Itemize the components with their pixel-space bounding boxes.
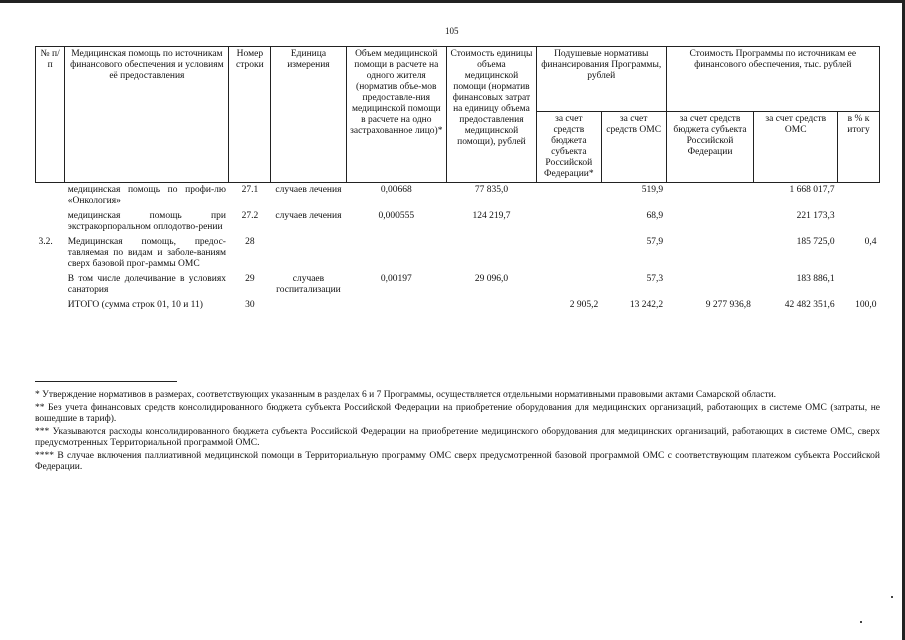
cell-pct: 0,4 — [864, 237, 877, 247]
cell-pct: 100,0 — [855, 300, 877, 310]
cell-cost: 124 219,7 — [472, 211, 511, 221]
header-volume: Объем медицинской помощи в расчете на одного жителя (норматив объе-мов предоставле-ния медицинской помощи в расчете на одно застрахованное лицо)* — [346, 47, 446, 183]
cell-unit: случаев госпитализации — [276, 274, 341, 295]
footnote-4: **** В случае включения паллиативной медицинской помощи в Территориальную программу ОМС сверх предусмотренной базовой программой ОМС с соответствующим платежом субъекта Российской Федерации. — [35, 450, 880, 472]
header-program-oms: за счет средств ОМС — [754, 112, 838, 183]
table-row — [36, 183, 880, 210]
cell-unit: случаев лечения — [275, 185, 342, 195]
cell-cost — [446, 298, 536, 313]
cell-pc-budget — [536, 183, 601, 210]
cell-volume — [346, 235, 446, 272]
cell-pr-budget — [666, 183, 754, 210]
cell-volume: 0,00197 — [380, 274, 412, 284]
cell-num — [36, 183, 65, 210]
cell-cost — [446, 235, 536, 272]
footnote-1: * Утверждение нормативов в размерах, соответствующих указанным в разделах 6 и 7 Программы, осуществляется отдельными нормативными правовыми актами Самарской области. — [35, 390, 777, 400]
table-row-total — [36, 298, 880, 313]
cell-num — [36, 272, 65, 298]
header-program-pct: в % к итогу — [838, 112, 880, 183]
cell-name: В том числе долечивание в условиях санатория — [67, 274, 226, 295]
cell-pc-oms: 13 242,2 — [629, 300, 664, 310]
table-header-row — [36, 47, 880, 112]
cell-unit — [271, 298, 346, 313]
scan-speck — [860, 621, 862, 623]
cell-pc-oms: 519,9 — [641, 185, 664, 195]
cell-pr-budget: 9 277 936,8 — [705, 300, 751, 310]
cell-pc-budget — [536, 209, 601, 235]
header-row-number: Номер строки — [229, 47, 271, 183]
cell-name: медицинская помощь при экстракорпоральном оплодотво-рении — [67, 211, 226, 232]
cell-volume: 0,000555 — [378, 211, 415, 221]
cell-unit — [271, 235, 346, 272]
cell-pr-budget — [666, 235, 754, 272]
cell-row-number: 30 — [245, 300, 255, 310]
cell-volume: 0,00668 — [380, 185, 412, 195]
footnote-separator — [35, 381, 177, 382]
table-row — [36, 235, 880, 272]
header-per-capita-budget: за счет средств бюджета субъекта Российской Федерации* — [536, 112, 601, 183]
cell-pct — [838, 272, 880, 298]
cell-num — [36, 209, 65, 235]
page-top-border — [0, 0, 905, 3]
cell-pr-budget — [666, 209, 754, 235]
cell-num — [36, 298, 65, 313]
cell-cost: 29 096,0 — [474, 274, 509, 284]
cell-pr-oms: 183 886,1 — [796, 274, 835, 284]
cell-row-number: 29 — [245, 274, 255, 284]
cell-unit: случаев лечения — [275, 211, 342, 221]
financing-table — [35, 46, 880, 313]
header-unit: Единица измерения — [271, 47, 346, 183]
header-type: Медицинская помощь по источникам финансового обеспечения и условиям её предоставления — [65, 47, 229, 183]
header-per-capita-oms: за счет средств ОМС — [601, 112, 666, 183]
cell-pr-oms: 1 668 017,7 — [789, 185, 835, 195]
header-program-budget: за счет средств бюджета субъекта Российской Федерации — [666, 112, 754, 183]
cell-pc-oms: 57,9 — [646, 237, 664, 247]
header-cost: Стоимость единицы объема медицинской помощи (норматив финансовых затрат на единицу объема предоставления медицинской помощи), рублей — [446, 47, 536, 183]
cell-pr-oms: 221 173,3 — [796, 211, 835, 221]
page-number: 105 — [445, 26, 459, 36]
cell-row-number: 27.1 — [241, 185, 259, 195]
table-row — [36, 209, 880, 235]
scan-speck — [891, 596, 893, 598]
header-num: № п/п — [36, 47, 65, 183]
cell-row-number: 28 — [245, 237, 255, 247]
footnote-2: ** Без учета финансовых средств консолидированного бюджета субъекта Российской Федерации на приобретение оборудования для медицинских организаций, работающих в системе ОМС (затраты, не вошедшие в тариф). — [35, 402, 880, 424]
cell-volume — [346, 298, 446, 313]
cell-name: ИТОГО (сумма строк 01, 10 и 11) — [67, 300, 203, 310]
footnotes — [35, 390, 880, 475]
cell-pc-budget — [536, 272, 601, 298]
cell-pct — [838, 183, 880, 210]
header-program-cost: Стоимость Программы по источникам ее финансового обеспечения, тыс. рублей — [666, 47, 879, 112]
cell-row-number: 27.2 — [241, 211, 259, 221]
table-row — [36, 272, 880, 298]
cell-pr-oms: 42 482 351,6 — [784, 300, 835, 310]
cell-pc-budget — [536, 235, 601, 272]
cell-cost: 77 835,0 — [474, 185, 509, 195]
cell-num: 3.2. — [38, 237, 53, 247]
cell-pc-budget: 2 905,2 — [569, 300, 599, 310]
footnote-3: *** Указываются расходы консолидированного бюджета субъекта Российской Федерации на приобретение медицинского оборудования для медицинских организаций, работающих в системе ОМС, сверх предусмотренных Территориальной программой ОМС. — [35, 426, 880, 448]
cell-pr-budget — [666, 272, 754, 298]
cell-pc-oms: 68,9 — [646, 211, 664, 221]
cell-name: медицинская помощь по профи-лю «Онкология» — [67, 185, 226, 206]
cell-pr-oms: 185 725,0 — [796, 237, 835, 247]
cell-name: Медицинская помощь, предос-тавляемая по видам и заболе-ваниям сверх базовой прог-раммы ОМС — [67, 237, 226, 269]
header-per-capita: Подушевые нормативы финансирования Программы, рублей — [536, 47, 666, 112]
cell-pct — [838, 209, 880, 235]
cell-pc-oms: 57,3 — [646, 274, 664, 284]
